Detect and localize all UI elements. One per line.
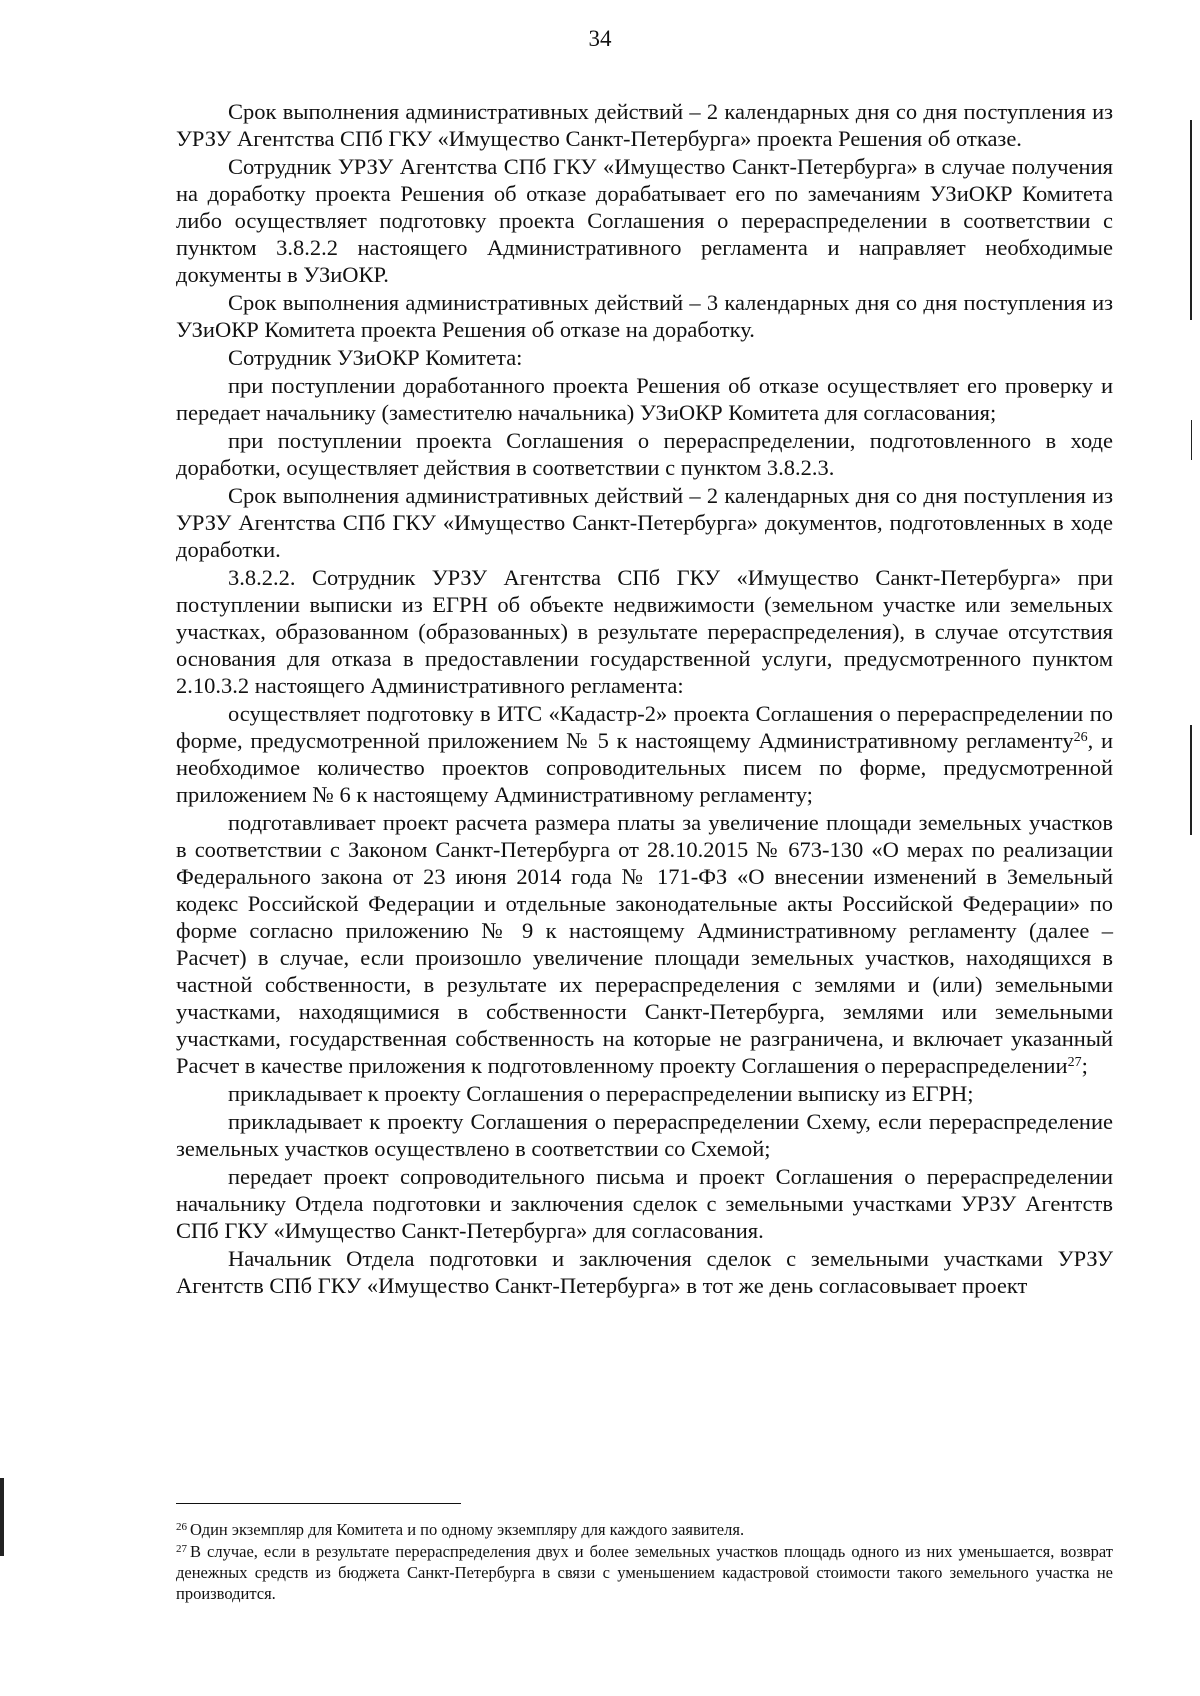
footnote-text: Один экземпляр для Комитета и по одному экземпляру для каждого заявителя. [190, 1520, 745, 1539]
footnote-separator [176, 1503, 461, 1504]
paragraph-text: подготавливает проект расчета размера платы за увеличение площади земельных участков в соответствии с Законом Санкт-Петербурга от 28.10.2015 № 673-130 «О мерах по реализации Федерального закона от 23 июня 2014 года № 171-ФЗ «О внесении изменений в Земельный кодекс Российской Федерации и отдельные законодательные акты Российской Федерации» по форме согласно приложению № 9 к настоящему Административному регламенту (далее – Расчет) в случае, если произошло увеличение площади земельных участков, находящихся в частной собственности, в результате их перераспределения с землями и (или) земельными участками, находящимися в собственности Санкт-Петербурга, землями или земельными участками, государственная собственность на которые не разграничена, и включает указанный Расчет в качестве приложения к подготовленному проекту Соглашения о перераспределении [176, 810, 1113, 1078]
footnote-reference: 26 [1073, 730, 1088, 745]
paragraph-text: осуществляет подготовку в ИТС «Кадастр-2» проекта Соглашения о перераспределении по форме, предусмотренной приложением № 5 к настоящему Административному регламенту [176, 701, 1113, 753]
footnote-mark: 27 [176, 1543, 187, 1555]
paragraph: Срок выполнения административных действий – 3 календарных дня со дня поступления из УЗиОКР Комитета проекта Решения об отказе на доработку. [176, 290, 1113, 342]
scan-artifact [0, 1478, 4, 1556]
footnote [176, 1541, 1113, 1604]
paragraph: прикладывает к проекту Соглашения о перераспределении Схему, если перераспределение земельных участков осуществлено в соответствии со Схемой; [176, 1109, 1113, 1161]
paragraph-text: , и необходимое количество проектов сопроводительных писем по форме, предусмотренной приложением № 6 к настоящему Административному регламенту; [176, 728, 1114, 807]
paragraph: при поступлении доработанного проекта Решения об отказе осуществляет его проверку и передает начальнику (заместителю начальника) УЗиОКР Комитета для согласования; [176, 373, 1113, 425]
paragraph: при поступлении проекта Соглашения о перераспределении, подготовленного в ходе доработки, осуществляет действия в соответствии с пунктом 3.8.2.3. [176, 428, 1113, 480]
paragraph-text: ; [1081, 1053, 1088, 1078]
scan-artifact [1190, 120, 1192, 320]
paragraph: 3.8.2.2. Сотрудник УРЗУ Агентства СПб ГКУ «Имущество Санкт-Петербурга» при поступлении выписки из ЕГРН об объекте недвижимости (земельном участке или земельных участках, образованном (образованных) в результате перераспределения), в случае отсутствия основания для отказа в предоставлении государственной услуги, предусмотренного пунктом 2.10.3.2 настоящего Административного регламента: [176, 565, 1113, 698]
footnotes [176, 1519, 1113, 1605]
scan-artifact [1190, 725, 1192, 835]
paragraph: передает проект сопроводительного письма и проект Соглашения о перераспределении начальнику Отдела подготовки и заключения сделок с земельными участками УРЗУ Агентств СПб ГКУ «Имущество Санкт-Петербурга» для согласования. [176, 1164, 1113, 1243]
document-body [176, 98, 1113, 1300]
paragraph: Начальник Отдела подготовки и заключения сделок с земельными участками УРЗУ Агентств СПб ГКУ «Имущество Санкт-Петербурга» в тот же день согласовывает проект [176, 1246, 1113, 1298]
paragraph: Срок выполнения административных действий – 2 календарных дня со дня поступления из УРЗУ Агентства СПб ГКУ «Имущество Санкт-Петербурга» документов, подготовленных в ходе доработки. [176, 483, 1113, 562]
footnote-text: В случае, если в результате перераспределения двух и более земельных участков площадь одного из них уменьшается, возврат денежных средств из бюджета Санкт-Петербурга в связи с уменьшением кадастровой стоимости такого земельного участка не производится. [176, 1542, 1113, 1603]
footnote [176, 1519, 1113, 1540]
paragraph: Сотрудник УЗиОКР Комитета: [228, 345, 523, 370]
paragraph: прикладывает к проекту Соглашения о перераспределении выписку из ЕГРН; [228, 1081, 974, 1106]
page-number: 34 [588, 26, 612, 51]
paragraph: Срок выполнения административных действий – 2 календарных дня со дня поступления из УРЗУ Агентства СПб ГКУ «Имущество Санкт-Петербурга» проекта Решения об отказе. [176, 99, 1113, 151]
paragraph: Сотрудник УРЗУ Агентства СПб ГКУ «Имущество Санкт-Петербурга» в случае получения на доработку проекта Решения об отказе дорабатывает его по замечаниям УЗиОКР Комитета либо осуществляет подготовку проекта Соглашения о перераспределении в соответствии с пунктом 3.8.2.2 настоящего Административного регламента и направляет необходимые документы в УЗиОКР. [176, 154, 1113, 287]
footnote-mark: 26 [176, 1521, 187, 1533]
paragraph [176, 809, 1113, 1079]
paragraph [176, 700, 1113, 808]
scan-artifact [1191, 420, 1192, 460]
footnote-reference: 27 [1067, 1055, 1082, 1070]
